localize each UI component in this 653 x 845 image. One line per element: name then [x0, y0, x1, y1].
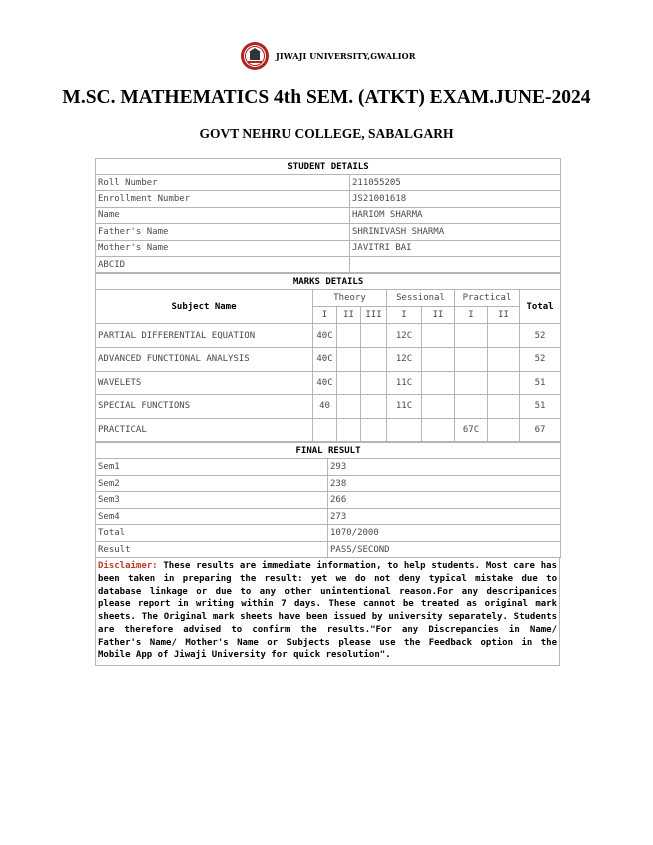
disclaimer-text: These results are immediate information, to help students. Most care has been taken in preparing the result: yet we do not deny typical mistake due to database linkage or due to any other unintentional reason.For any descripanices please report in writing within 7 days. These cannot be treated as original mark sheets. The Original mark sheets have been issued by university separately. Students are therefore advised to confirm the results."For any Discrepancies in Name/ Father's Name/ Mother's Name or Subjects please use the Feedback option in the Mobile App of Jiwaji University for quick resolution".	[98, 561, 557, 661]
field-value	[350, 256, 561, 272]
final-result-title: FINAL RESULT	[96, 443, 561, 459]
subject-name: PARTIAL DIFFERENTIAL EQUATION	[96, 324, 313, 348]
university-logo-icon	[240, 41, 270, 71]
marks-row	[96, 395, 561, 419]
table-row	[96, 175, 561, 191]
sessional-col-header: II	[422, 307, 455, 324]
practical-1-mark	[455, 347, 488, 371]
practical-1-mark	[455, 395, 488, 419]
theory-col-header: I	[313, 307, 337, 324]
practical-1-mark	[455, 371, 488, 395]
table-row	[96, 541, 561, 558]
theory-2-mark	[337, 324, 361, 348]
practical-2-mark	[488, 395, 520, 419]
total-mark: 52	[520, 324, 561, 348]
theory-1-mark: 40	[313, 395, 337, 419]
field-value: JAVITRI BAI	[350, 240, 561, 256]
table-row	[96, 492, 561, 509]
table-row	[96, 459, 561, 476]
result-label: Sem4	[96, 508, 328, 525]
total-mark: 51	[520, 395, 561, 419]
theory-3-mark	[361, 371, 387, 395]
field-value: SHRINIVASH SHARMA	[350, 224, 561, 240]
theory-2-mark	[337, 395, 361, 419]
result-label: Sem1	[96, 459, 328, 476]
field-value: 211055205	[350, 175, 561, 191]
result-value: 238	[328, 475, 561, 492]
result-value: 1070/2000	[328, 525, 561, 542]
table-row	[96, 256, 561, 272]
sessional-col-header: I	[387, 307, 422, 324]
field-value: HARIOM SHARMA	[350, 207, 561, 223]
result-label: Sem2	[96, 475, 328, 492]
sessional-header: Sessional	[387, 290, 455, 307]
field-label: ABCID	[96, 256, 350, 272]
result-value: 266	[328, 492, 561, 509]
table-row	[96, 475, 561, 492]
result-value: 293	[328, 459, 561, 476]
theory-3-mark	[361, 395, 387, 419]
university-name: JIWAJI UNIVERSITY,GWALIOR	[276, 51, 416, 61]
theory-3-mark	[361, 324, 387, 348]
final-result-table	[95, 442, 561, 558]
student-details-title: STUDENT DETAILS	[96, 159, 561, 175]
subject-name: PRACTICAL	[96, 418, 313, 442]
total-mark: 52	[520, 347, 561, 371]
practical-col-header: I	[455, 307, 488, 324]
table-row	[96, 240, 561, 256]
theory-header: Theory	[313, 290, 387, 307]
practical-2-mark	[488, 324, 520, 348]
sessional-1-mark	[387, 418, 422, 442]
practical-2-mark	[488, 347, 520, 371]
result-sheet	[95, 158, 560, 666]
theory-3-mark	[361, 347, 387, 371]
theory-col-header: III	[361, 307, 387, 324]
disclaimer	[95, 558, 560, 666]
result-value: 273	[328, 508, 561, 525]
field-label: Enrollment Number	[96, 191, 350, 207]
marks-row	[96, 418, 561, 442]
table-row	[96, 224, 561, 240]
marks-row	[96, 347, 561, 371]
theory-3-mark	[361, 418, 387, 442]
sessional-2-mark	[422, 347, 455, 371]
theory-1-mark	[313, 418, 337, 442]
result-label: Total	[96, 525, 328, 542]
subject-name: SPECIAL FUNCTIONS	[96, 395, 313, 419]
table-row	[96, 508, 561, 525]
theory-1-mark: 40C	[313, 371, 337, 395]
total-header: Total	[520, 290, 561, 324]
field-label: Name	[96, 207, 350, 223]
field-label: Roll Number	[96, 175, 350, 191]
practical-header: Practical	[455, 290, 520, 307]
exam-title: M.SC. MATHEMATICS 4th SEM. (ATKT) EXAM.JUNE-2024	[62, 87, 591, 108]
subject-name: WAVELETS	[96, 371, 313, 395]
sessional-1-mark: 12C	[387, 347, 422, 371]
theory-2-mark	[337, 347, 361, 371]
student-details-table	[95, 158, 561, 273]
subject-name: ADVANCED FUNCTIONAL ANALYSIS	[96, 347, 313, 371]
sessional-1-mark: 11C	[387, 395, 422, 419]
practical-1-mark: 67C	[455, 418, 488, 442]
marks-row	[96, 371, 561, 395]
sessional-2-mark	[422, 324, 455, 348]
table-row	[96, 207, 561, 223]
theory-2-mark	[337, 418, 361, 442]
sessional-2-mark	[422, 395, 455, 419]
practical-1-mark	[455, 324, 488, 348]
field-label: Father's Name	[96, 224, 350, 240]
disclaimer-label: Disclaimer:	[98, 561, 158, 572]
total-mark: 51	[520, 371, 561, 395]
marks-details-title: MARKS DETAILS	[96, 274, 561, 290]
college-name: GOVT NEHRU COLLEGE, SABALGARH	[199, 126, 454, 141]
total-mark: 67	[520, 418, 561, 442]
marks-details-table	[95, 273, 561, 442]
practical-2-mark	[488, 418, 520, 442]
theory-1-mark: 40C	[313, 347, 337, 371]
sessional-2-mark	[422, 371, 455, 395]
field-label: Mother's Name	[96, 240, 350, 256]
field-value: JS21001618	[350, 191, 561, 207]
practical-2-mark	[488, 371, 520, 395]
table-row	[96, 191, 561, 207]
practical-col-header: II	[488, 307, 520, 324]
sessional-2-mark	[422, 418, 455, 442]
table-row	[96, 525, 561, 542]
sessional-1-mark: 12C	[387, 324, 422, 348]
result-value: PASS/SECOND	[328, 541, 561, 558]
theory-2-mark	[337, 371, 361, 395]
marks-row	[96, 324, 561, 348]
sessional-1-mark: 11C	[387, 371, 422, 395]
university-header	[240, 40, 415, 72]
result-label: Result	[96, 541, 328, 558]
subject-name-header: Subject Name	[96, 290, 313, 324]
theory-col-header: II	[337, 307, 361, 324]
theory-1-mark: 40C	[313, 324, 337, 348]
result-label: Sem3	[96, 492, 328, 509]
